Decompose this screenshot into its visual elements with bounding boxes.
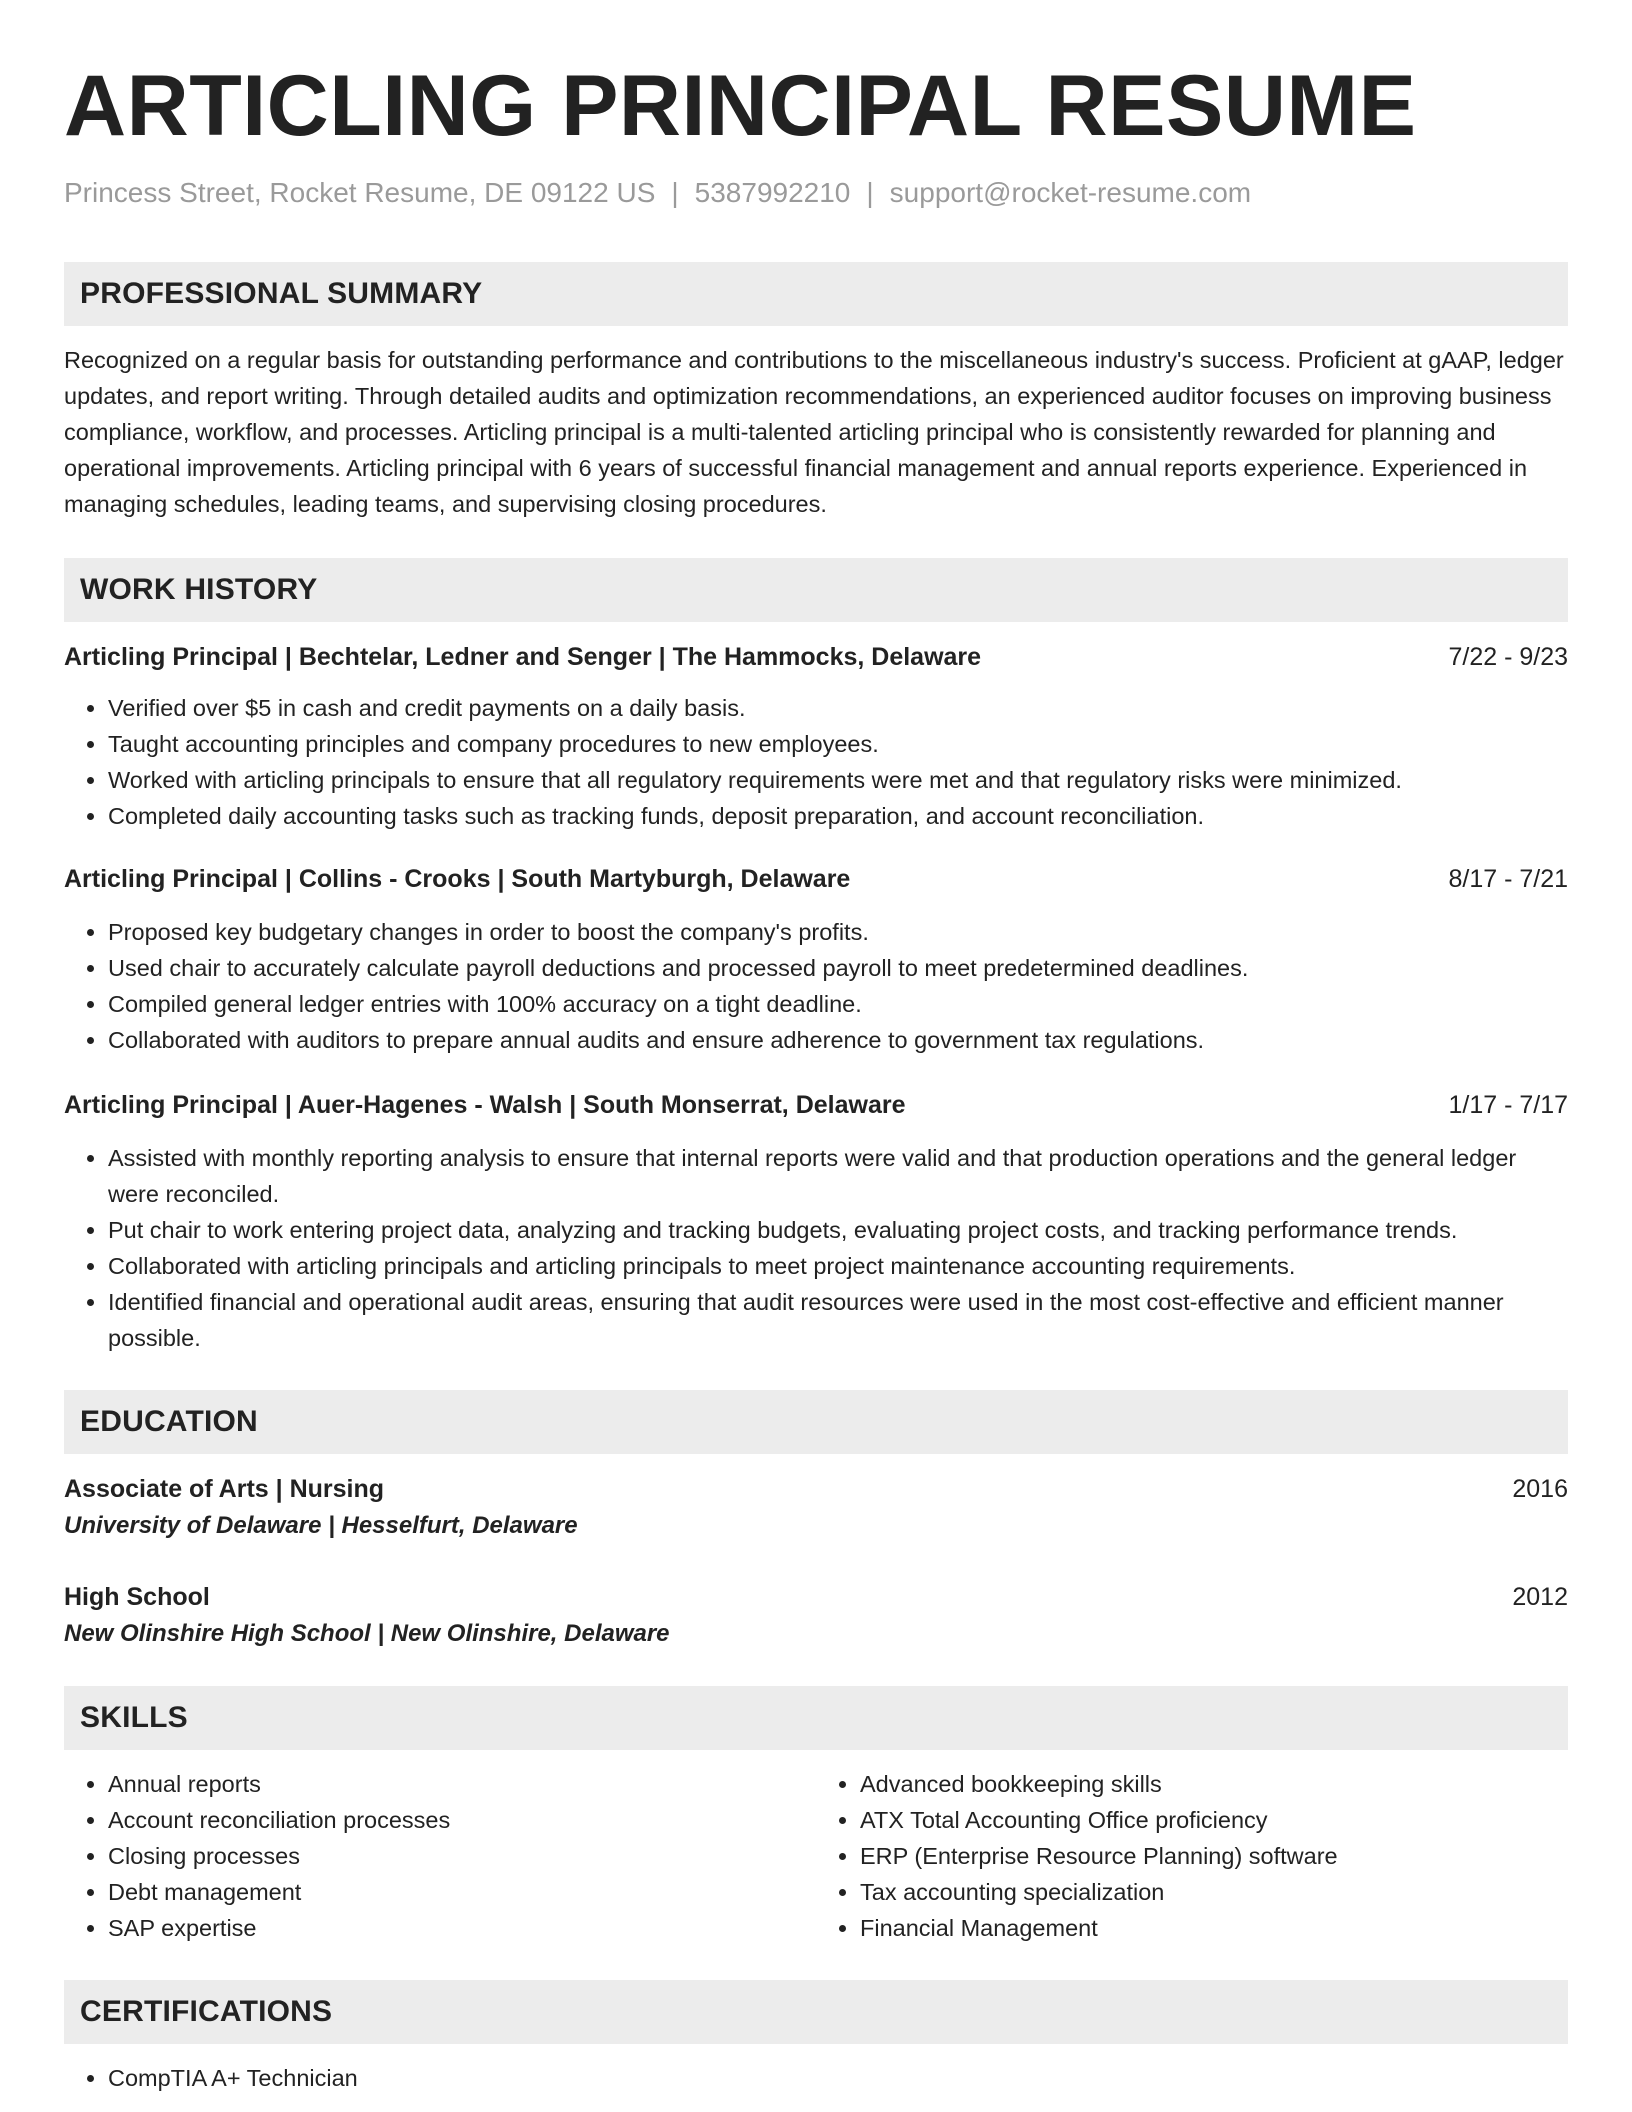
section-heading-education: EDUCATION xyxy=(64,1390,1568,1454)
section-heading-certifications: CERTIFICATIONS xyxy=(64,1980,1568,2044)
work-history-section xyxy=(64,558,1568,1356)
job-header xyxy=(64,1088,1568,1122)
education-school: University of Delaware | Hesselfurt, Delaware xyxy=(64,1512,578,1539)
education-section xyxy=(64,1390,1568,1652)
certifications-section xyxy=(64,1980,1568,2096)
job-bullet: • Collaborated with auditors to prepare annual audits and ensure adherence to government tax regulations. xyxy=(108,1022,1568,1058)
certifications-list xyxy=(64,2060,1568,2096)
skill-item: • Financial Management xyxy=(860,1910,1568,1946)
skill-item: • ERP (Enterprise Resource Planning) software xyxy=(860,1838,1568,1874)
skill-item: • ATX Total Accounting Office proficiency xyxy=(860,1802,1568,1838)
contact-email: support@rocket-resume.com xyxy=(889,177,1252,208)
contact-address: Princess Street, Rocket Resume, DE 09122 US xyxy=(64,177,656,208)
job-bullet: • Compiled general ledger entries with 100% accuracy on a tight deadline. xyxy=(108,986,1568,1022)
resume-title: ARTICLING PRINCIPAL RESUME xyxy=(64,58,1417,154)
skills-list-left xyxy=(64,1766,816,1946)
skill-item: • Account reconciliation processes xyxy=(108,1802,816,1838)
education-school: New Olinshire High School | New Olinshire, Delaware xyxy=(64,1620,670,1647)
job-bullet: • Taught accounting principles and company procedures to new employees. xyxy=(108,726,1568,762)
skills-section xyxy=(64,1686,1568,1946)
skill-item: • Closing processes xyxy=(108,1838,816,1874)
job-bullet: • Assisted with monthly reporting analysis to ensure that internal reports were valid and that production operations and the general ledger were reconciled. xyxy=(108,1140,1568,1212)
summary-text: Recognized on a regular basis for outstanding performance and contributions to the miscellaneous industry's success. Proficient at gAAP, ledger updates, and report writing. Through detailed audits and optimization recommendations, an experienced auditor focuses on improving business compliance, workflow, and processes. Articling principal is a multi-talented articling principal who is consistently rewarded for planning and operational improvements. Articling principal with 6 years of successful financial management and annual reports experience. Experienced in managing schedules, leading teams, and supervising closing procedures. xyxy=(64,347,1564,517)
contact-separator: | xyxy=(866,177,874,208)
job-header xyxy=(64,640,1568,674)
job-dates: 1/17 - 7/17 xyxy=(1448,1091,1568,1119)
job-bullets xyxy=(64,690,1568,834)
job-bullet: • Worked with articling principals to ensure that all regulatory requirements were met and that regulatory risks were minimized. xyxy=(108,762,1568,798)
job-bullets xyxy=(64,1140,1568,1356)
education-year: 2016 xyxy=(1512,1475,1568,1503)
job-dates: 8/17 - 7/21 xyxy=(1448,865,1568,893)
skill-item: • Tax accounting specialization xyxy=(860,1874,1568,1910)
job-bullet: • Proposed key budgetary changes in order to boost the company's profits. xyxy=(108,914,1568,950)
education-degree: Associate of Arts | Nursing xyxy=(64,1475,385,1503)
job-bullet: • Put chair to work entering project data, analyzing and tracking budgets, evaluating project costs, and tracking performance trends. xyxy=(108,1212,1568,1248)
job-header xyxy=(64,862,1568,896)
skill-item: • Debt management xyxy=(108,1874,816,1910)
certification-item: • CompTIA A+ Technician xyxy=(108,2060,1568,2096)
section-heading-work: WORK HISTORY xyxy=(64,558,1568,622)
skill-item: • Annual reports xyxy=(108,1766,816,1802)
education-degree: High School xyxy=(64,1583,210,1611)
contact-line xyxy=(64,176,1568,210)
contact-phone: 5387992210 xyxy=(694,177,851,208)
job-bullets xyxy=(64,914,1568,1058)
job-title: Articling Principal | Auer-Hagenes - Walsh | South Monserrat, Delaware xyxy=(64,1091,906,1119)
summary-section xyxy=(64,262,1568,522)
skill-item: • SAP expertise xyxy=(108,1910,816,1946)
contact-separator: | xyxy=(671,177,679,208)
job-bullet: • Identified financial and operational audit areas, ensuring that audit resources were used in the most cost-effective and efficient manner possible. xyxy=(108,1284,1568,1356)
job-title: Articling Principal | Bechtelar, Ledner and Senger | The Hammocks, Delaware xyxy=(64,643,982,671)
job-dates: 7/22 - 9/23 xyxy=(1448,643,1568,671)
job-title: Articling Principal | Collins - Crooks | South Martyburgh, Delaware xyxy=(64,865,851,893)
education-year: 2012 xyxy=(1512,1583,1568,1611)
job-bullet: • Used chair to accurately calculate payroll deductions and processed payroll to meet predetermined deadlines. xyxy=(108,950,1568,986)
skills-grid xyxy=(64,1766,1568,1946)
section-heading-skills: SKILLS xyxy=(64,1686,1568,1750)
job-bullet: • Collaborated with articling principals and articling principals to meet project maintenance accounting requirements. xyxy=(108,1248,1568,1284)
skills-list-right xyxy=(816,1766,1568,1946)
job-bullet: • Verified over $5 in cash and credit payments on a daily basis. xyxy=(108,690,1568,726)
job-entry xyxy=(64,640,1568,834)
job-entry xyxy=(64,862,1568,1058)
job-bullet: • Completed daily accounting tasks such as tracking funds, deposit preparation, and account reconciliation. xyxy=(108,798,1568,834)
section-heading-summary: PROFESSIONAL SUMMARY xyxy=(64,262,1568,326)
education-entry xyxy=(64,1580,1568,1652)
education-header xyxy=(64,1580,1568,1614)
education-entry xyxy=(64,1472,1568,1544)
job-entry xyxy=(64,1088,1568,1356)
education-header xyxy=(64,1472,1568,1506)
skill-item: • Advanced bookkeeping skills xyxy=(860,1766,1568,1802)
